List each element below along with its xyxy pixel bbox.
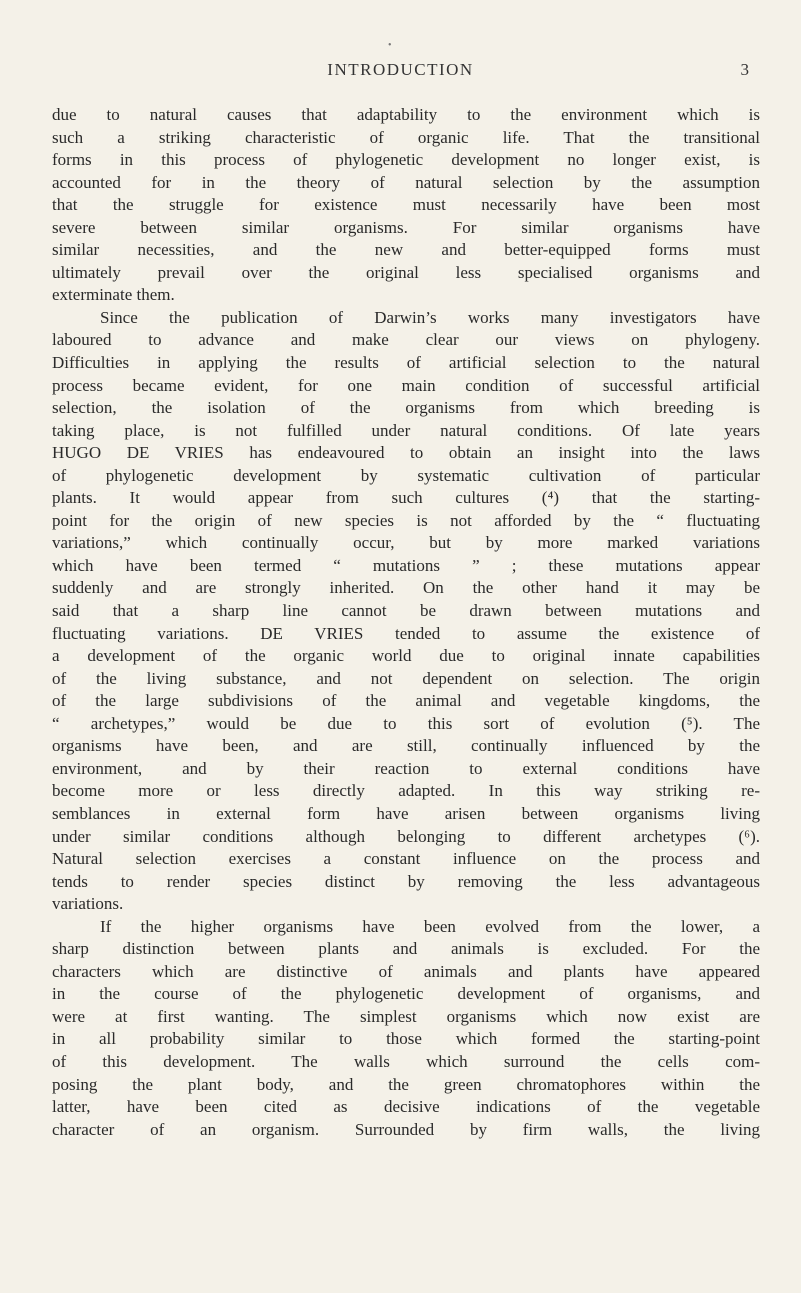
- text-line: of this development. The walls which surround the cells com-: [52, 1051, 760, 1071]
- text-line: point for the origin of new species is not afforded by the “ fluctuating: [52, 510, 760, 530]
- printer-mark: •: [388, 40, 392, 51]
- text-line: fluctuating variations. DE VRIES tended to assume the existence of: [52, 623, 760, 643]
- text-line: of the large subdivisions of the animal and vegetable kingdoms, the: [52, 691, 760, 711]
- text-line: HUGO DE VRIES has endeavoured to obtain an insight into the laws: [52, 443, 760, 463]
- running-title: INTRODUCTION: [327, 60, 474, 79]
- text-line: characters which are distinctive of animals and plants have appeared: [52, 961, 760, 981]
- text-line: plants. It would appear from such cultures (⁴) that the starting-: [52, 488, 760, 508]
- page-number: 3: [740, 60, 749, 79]
- text-line: selection, the isolation of the organisms from which breeding is: [52, 398, 760, 418]
- text-line: Difficulties in applying the results of artificial selection to the natural: [52, 353, 760, 373]
- text-line: in the course of the phylogenetic development of organisms, and: [52, 984, 760, 1004]
- text-line: semblances in external form have arisen between organisms living: [52, 803, 760, 823]
- text-line: that the struggle for existence must necessarily have been most: [52, 195, 760, 215]
- text-line: due to natural causes that adaptability to the environment which is: [52, 105, 760, 124]
- text-line: such a striking characteristic of organic life. That the transitional: [52, 127, 760, 147]
- text-line: of the living substance, and not dependent on selection. The origin: [52, 668, 760, 688]
- text-line: organisms have been, and are still, continually influenced by the: [52, 736, 760, 756]
- text-line: character of an organism. Surrounded by firm walls, the living: [52, 1119, 760, 1139]
- text-line: “ archetypes,” would be due to this sort of evolution (⁵). The: [52, 713, 760, 733]
- text-line: If the higher organisms have been evolved from the lower, a: [100, 916, 760, 936]
- text-line: taking place, is not fulfilled under natural conditions. Of late years: [52, 420, 760, 440]
- text-line: under similar conditions although belonging to different archetypes (⁶).: [52, 826, 760, 846]
- text-line: Natural selection exercises a constant influence on the process and: [52, 849, 760, 869]
- text-line: which have been termed “ mutations ” ; these mutations appear: [52, 555, 760, 575]
- text-line: sharp distinction between plants and animals is excluded. For the: [52, 939, 760, 959]
- text-line: ultimately prevail over the original less specialised organisms and: [52, 262, 760, 282]
- text-line: exterminate them.: [52, 285, 175, 305]
- body-text: [52, 104, 760, 1141]
- text-line: in all probability similar to those which formed the starting-point: [52, 1029, 760, 1049]
- text-line: suddenly and are strongly inherited. On the other hand it may be: [52, 578, 760, 598]
- text-line: severe between similar organisms. For similar organisms have: [52, 217, 760, 237]
- text-line: said that a sharp line cannot be drawn between mutations and: [52, 601, 760, 621]
- text-line: laboured to advance and make clear our views on phylogeny.: [52, 330, 760, 350]
- text-line: environment, and by their reaction to external conditions have: [52, 758, 760, 778]
- text-line: process became evident, for one main condition of successful artificial: [52, 375, 760, 395]
- text-line: of phylogenetic development by systematic cultivation of particular: [52, 465, 760, 485]
- page-header: [0, 60, 801, 86]
- text-line: accounted for in the theory of natural selection by the assumption: [52, 172, 760, 192]
- text-line: tends to render species distinct by removing the less advantageous: [52, 871, 760, 891]
- text-line: forms in this process of phylogenetic development no longer exist, is: [52, 150, 760, 170]
- text-line: variations.: [52, 894, 124, 914]
- text-line: were at first wanting. The simplest organisms which now exist are: [52, 1006, 760, 1026]
- text-line: Since the publication of Darwin’s works many investigators have: [100, 307, 760, 327]
- text-line: posing the plant body, and the green chromatophores within the: [52, 1074, 760, 1094]
- text-line: variations,” which continually occur, but by more marked variations: [52, 533, 760, 553]
- text-line: similar necessities, and the new and better-equipped forms must: [52, 240, 760, 260]
- text-line: a development of the organic world due to original innate capabilities: [52, 646, 760, 666]
- text-line: latter, have been cited as decisive indications of the vegetable: [52, 1097, 760, 1117]
- text-line: become more or less directly adapted. In this way striking re-: [52, 781, 760, 801]
